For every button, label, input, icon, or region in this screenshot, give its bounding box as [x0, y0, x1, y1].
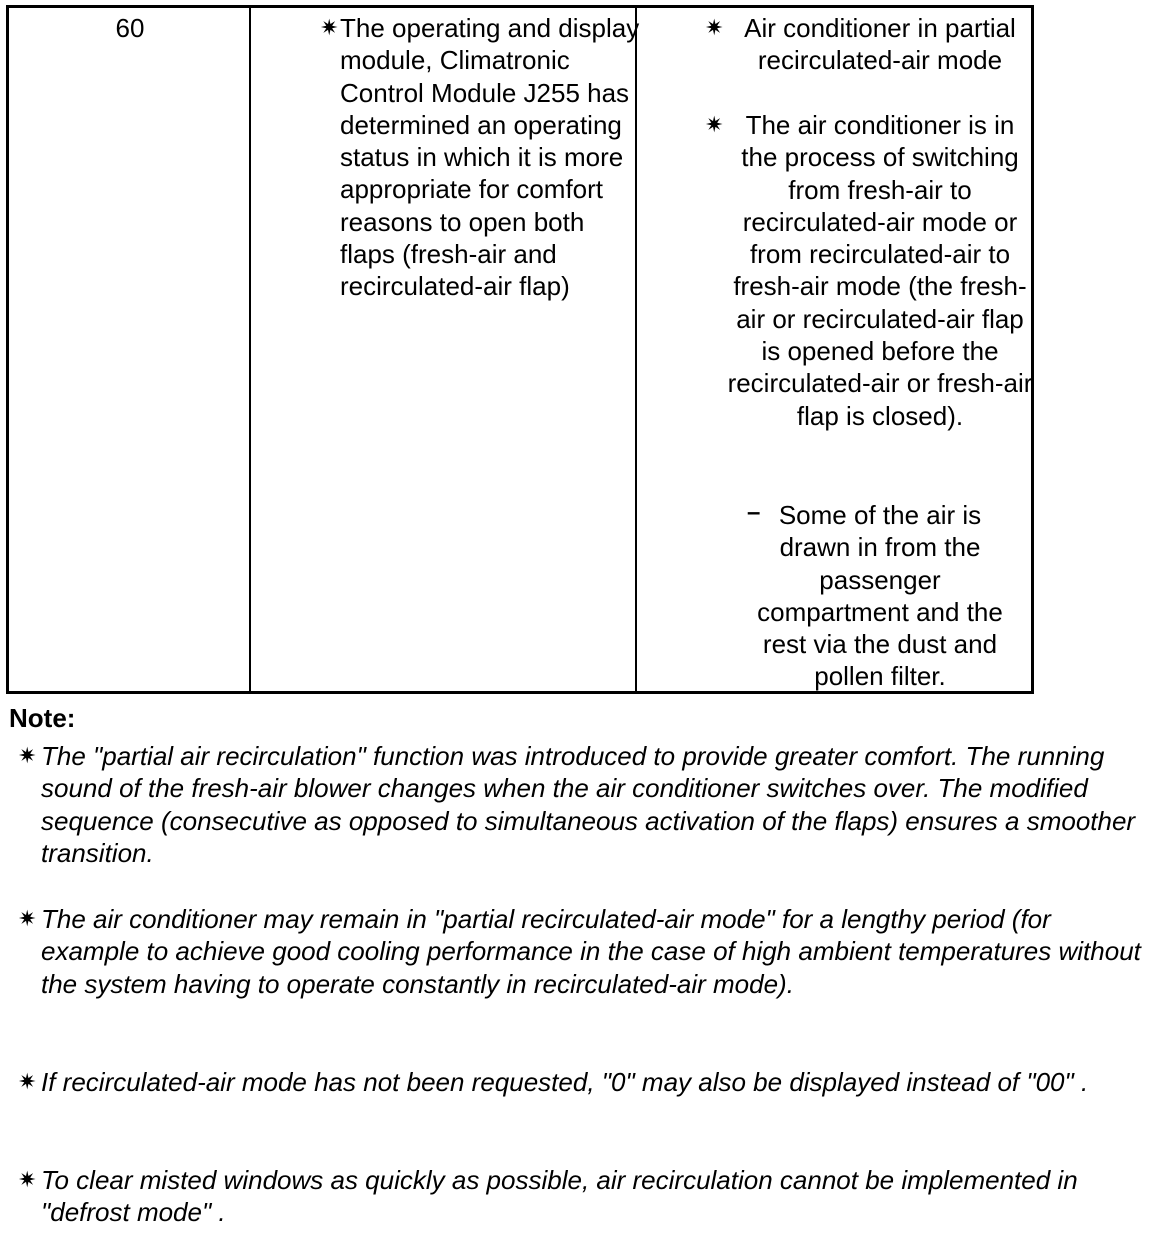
- bullet-icon: ✷: [18, 743, 37, 768]
- note-item: The "partial air recirculation" function was introduced to provide greater comfort. The running sound of the fresh-air blower changes when the air conditioner switches over. The modified sequence (consecutive as opposed to simultaneous activation of the flaps) ensures a smoother transition.: [41, 741, 1136, 868]
- note-item: If recirculated-air mode has not been requested, "0" may also be displayed instead of "00" .: [41, 1067, 1089, 1097]
- bullet-icon: ✷: [705, 112, 724, 137]
- value-cell: [9, 8, 251, 691]
- bullet-icon: ✷: [18, 1069, 37, 1094]
- status-main-text: Air conditioner in partial recirculated-air mode: [744, 13, 1016, 76]
- display-value: 60: [115, 13, 145, 43]
- dash-icon: –: [747, 499, 761, 526]
- condition-cell: [253, 8, 638, 691]
- bullet-icon: ✷: [18, 906, 37, 931]
- status-sub-text: Some of the air is drawn in from the passenger compartment and the rest via the dust and pollen filter.: [757, 500, 1003, 692]
- note-item: To clear misted windows as quickly as possible, air recirculation cannot be implemented in "defrost mode" .: [41, 1165, 1078, 1228]
- display-group-table: [6, 5, 1034, 694]
- status-cell: [640, 8, 1034, 691]
- note-title: Note:: [9, 703, 76, 733]
- note-item: The air conditioner may remain in "partial recirculated-air mode" for a lengthy period (for example to achieve good cooling performance in the case of high ambient temperatures without the system having to operate constantly in recirculated-air mode).: [41, 904, 1141, 999]
- condition-text: The operating and display module, Climatronic Control Module J255 has determined an operating status in which it is more appropriate for comfort reasons to open both flaps (fresh-air and recirculated-air flap): [340, 13, 640, 302]
- bullet-icon: ✷: [705, 15, 724, 40]
- bullet-icon: ✷: [320, 15, 339, 40]
- bullet-icon: ✷: [18, 1167, 37, 1192]
- status-process-text: The air conditioner is in the process of switching from fresh-air to recirculated-air mode or from recirculated-air to fresh-air mode (the fresh-air or recirculated-air flap is opened before the recirculated-air or fresh-air flap is closed).: [727, 110, 1033, 431]
